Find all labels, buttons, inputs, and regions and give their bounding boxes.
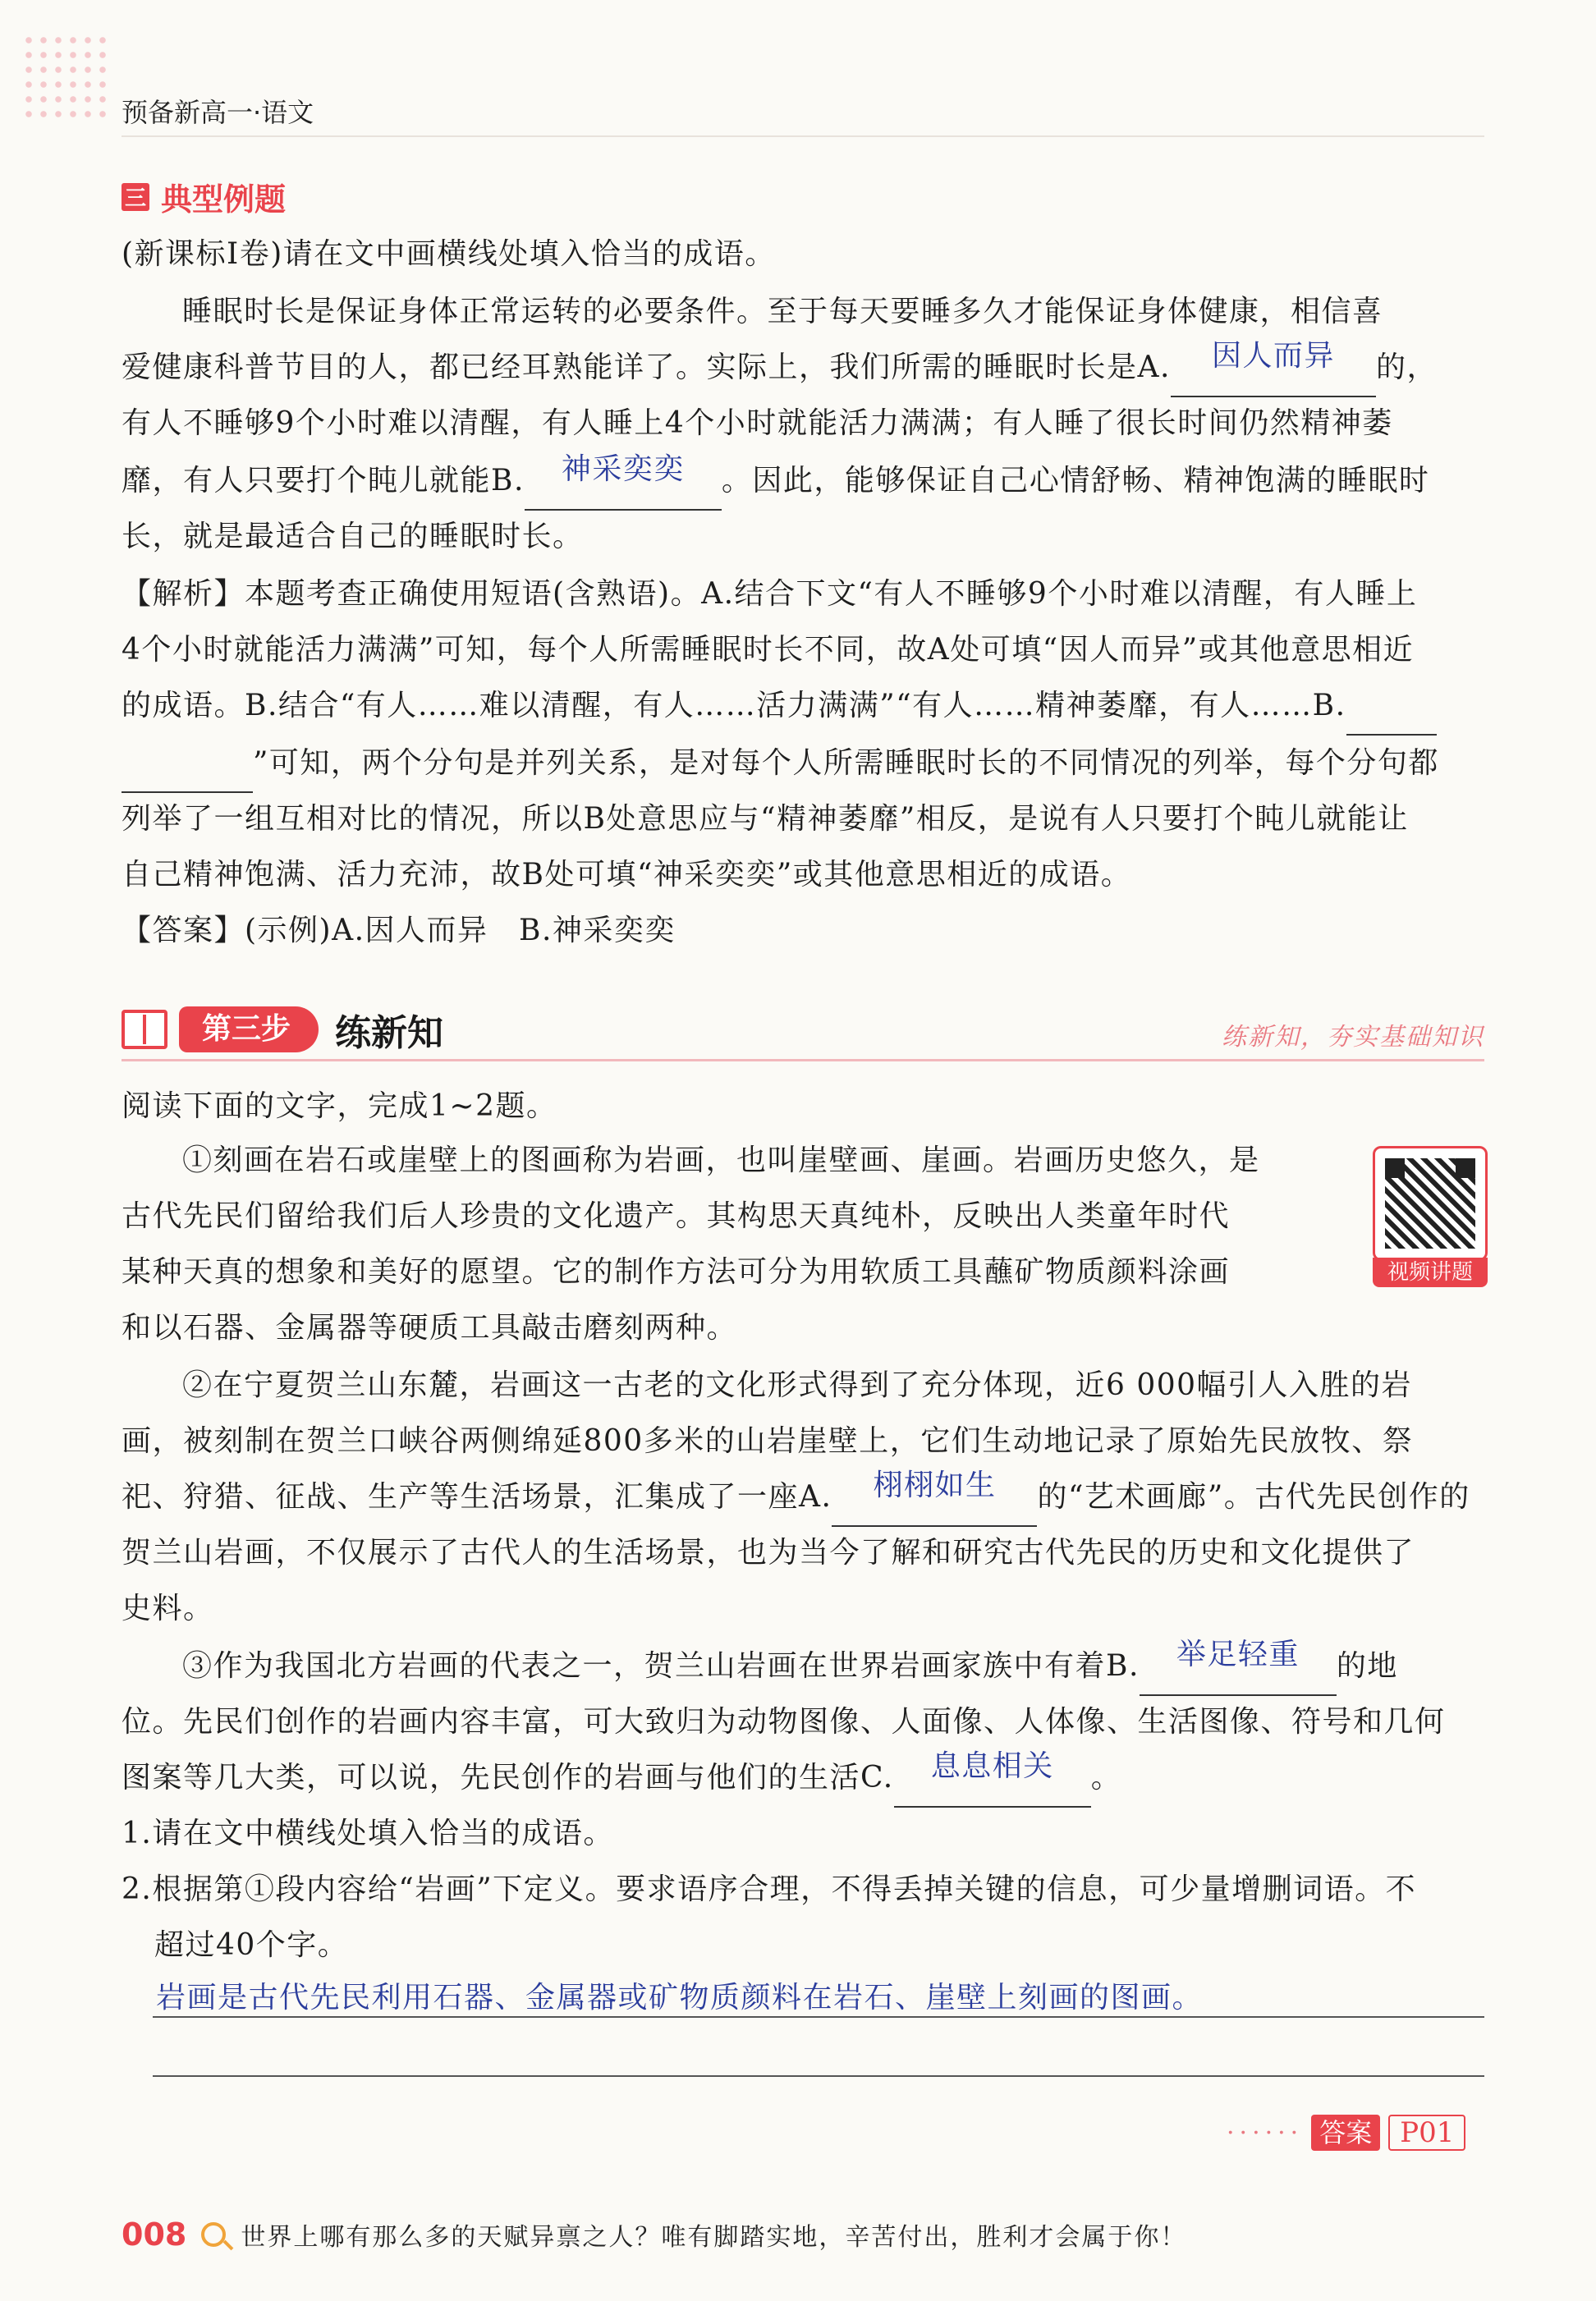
passage-line	[122, 1750, 1484, 1808]
answer-tag: 答案	[1311, 2115, 1380, 2151]
example-text: 的，	[1375, 351, 1438, 384]
analysis-line: 自己精神饱满、活力充沛，故B处可填“神采奕奕”或其他意思相近的成语。	[122, 858, 1132, 892]
analysis-line	[122, 736, 1484, 793]
section-title	[122, 174, 286, 219]
question-2: 2.根据第①段内容给“岩画”下定义。要求语序合理，不得丢掉关键的信息，可少量增删词语。不	[122, 1872, 1417, 1906]
passage-line: 史料。	[122, 1592, 214, 1625]
passage-text: ③作为我国北方岩画的代表之一，贺兰山岩画在世界岩画家族中有着B.	[182, 1649, 1140, 1683]
step-badge: 第三步	[179, 1006, 319, 1052]
analysis-line: 4个小时就能活力满满”可知，每个人所需睡眠时长不同，故A处可填“因人而异”或其他意思相近	[122, 633, 1415, 667]
passage-line: ①刻画在岩石或崖壁上的图画称为岩画，也叫崖壁画、崖画。岩画历史悠久，是	[182, 1144, 1260, 1177]
step-divider	[122, 1059, 1484, 1061]
step-header	[122, 1002, 1484, 1059]
handwritten-answer: 岩画是古代先民利用石器、金属器或矿物质颜料在岩石、崖壁上刻画的图画。	[156, 1981, 1204, 2015]
answer-blank-a	[832, 1469, 1037, 1527]
answer-page: P01	[1388, 2115, 1465, 2151]
example-text: 。因此，能够保证自己心情舒畅、精神饱满的睡眠时	[721, 464, 1430, 497]
answer-blank-c	[894, 1750, 1091, 1808]
page-number: 008	[122, 2216, 187, 2253]
analysis-line: 列举了一组互相对比的情况，所以B处意思应与“精神萎靡”相反，是说有人只要打个盹儿就能让	[122, 802, 1409, 836]
example-line: 有人不睡够9个小时难以清醒，有人睡上4个小时就能活力满满；有人睡了很长时间仍然精神萎	[122, 406, 1393, 440]
example-text: 靡，有人只要打个盹儿就能B.	[122, 464, 525, 497]
answer-dots: ······	[1227, 2118, 1304, 2147]
analysis-text: 的成语。B.结合“有人……难以清醒，有人……活力满满”“有人……精神萎靡，有人……B.	[122, 689, 1346, 722]
passage-text: 的“艺术画廊”。古代先民创作的	[1037, 1480, 1470, 1514]
decorative-dots	[21, 33, 112, 123]
passage-line: 某种天真的想象和美好的愿望。它的制作方法可分为用软质工具蘸矿物质颜料涂画	[122, 1255, 1231, 1289]
passage-line	[122, 1469, 1484, 1527]
passage-text: 图案等几大类，可以说，先民创作的岩画与他们的生活C.	[122, 1761, 894, 1795]
answer-reference	[1227, 2115, 1465, 2151]
footer	[122, 2216, 1186, 2253]
analysis-line	[122, 678, 1484, 736]
practice-intro: 阅读下面的文字，完成1~2题。	[122, 1089, 557, 1123]
step-name: 练新知	[335, 1012, 443, 1054]
handwritten-answer: 因人而异	[1211, 339, 1335, 373]
passage-line: 位。先民们创作的岩画内容丰富，可大致归为动物图像、人面像、人体像、生活图像、符号和几何	[122, 1705, 1446, 1739]
handwritten-answer: 栩栩如生	[873, 1469, 997, 1502]
answer-blank-b	[525, 453, 722, 511]
passage-line	[122, 1639, 1545, 1696]
header-title: 预备新高一·语文	[122, 97, 314, 128]
answer-line	[153, 2075, 1484, 2077]
question-1: 1.请在文中横线处填入恰当的成语。	[122, 1817, 614, 1850]
blank	[1346, 678, 1437, 736]
section-badge: 三	[122, 183, 149, 211]
header-divider	[122, 135, 1484, 137]
analysis-text: ”可知，两个分句是并列关系，是对每个人所需睡眠时长的不同情况的列举，每个分句都	[253, 746, 1439, 780]
example-line	[122, 453, 1484, 511]
blank	[122, 736, 253, 793]
answer-blank-b	[1140, 1639, 1337, 1696]
example-line	[122, 340, 1484, 397]
answer-line	[153, 2016, 1484, 2018]
question-2-cont: 超过40个字。	[154, 1928, 349, 1962]
passage-line: 贺兰山岩画，不仅展示了古代人的生活场景，也为当今了解和研究古代先民的历史和文化提供了	[122, 1536, 1415, 1570]
answer-blank-a	[1171, 340, 1376, 397]
step-slogan: 练新知，夯实基础知识	[1222, 1023, 1484, 1052]
example-text: 爱健康科普节目的人，都已经耳熟能详了。实际上，我们所需的睡眠时长是A.	[122, 351, 1171, 384]
answer-line: 【答案】(示例)A.因人而异 B.神采奕奕	[122, 914, 676, 947]
handwritten-answer: 息息相关	[930, 1749, 1054, 1783]
passage-line: 和以石器、金属器等硬质工具敲击磨刻两种。	[122, 1311, 738, 1345]
example-line: 长，就是最适合自己的睡眠时长。	[122, 520, 584, 553]
passage-line: 古代先民们留给我们后人珍贵的文化遗产。其构思天真纯朴，反映出人类童年时代	[122, 1199, 1231, 1233]
passage-line: 画，被刻制在贺兰口峡谷两侧绵延800多米的山岩崖壁上，它们生动地记录了原始先民放牧、祭	[122, 1424, 1414, 1458]
search-icon	[201, 2222, 226, 2247]
handwritten-answer: 神采奕奕	[561, 452, 685, 486]
analysis-line: 【解析】本题考查正确使用短语(含熟语)。A.结合下文“有人不睡够9个小时难以清醒，有人睡上	[122, 577, 1418, 611]
book-icon	[122, 1010, 167, 1049]
qr-label[interactable]: 视频讲题	[1373, 1258, 1488, 1287]
passage-text: 的地	[1336, 1649, 1398, 1683]
section-label: 典型例题	[161, 181, 287, 218]
example-line: 睡眠时长是保证身体正常运转的必要条件。至于每天要睡多久才能保证身体健康，相信喜	[182, 295, 1383, 328]
example-source: (新课标Ⅰ卷)请在文中画横线处填入恰当的成语。	[122, 237, 776, 271]
passage-text: 。	[1090, 1761, 1122, 1795]
passage-line: ②在宁夏贺兰山东麓，岩画这一古老的文化形式得到了充分体现，近6 000幅引人入胜的岩	[182, 1368, 1413, 1402]
passage-text: 祀、狩猎、征战、生产等生活场景，汇集成了一座A.	[122, 1480, 832, 1514]
footer-motto: 世界上哪有那么多的天赋异禀之人？唯有脚踏实地，辛苦付出，胜利才会属于你！	[241, 2223, 1187, 2252]
handwritten-answer: 举足轻重	[1176, 1638, 1300, 1671]
